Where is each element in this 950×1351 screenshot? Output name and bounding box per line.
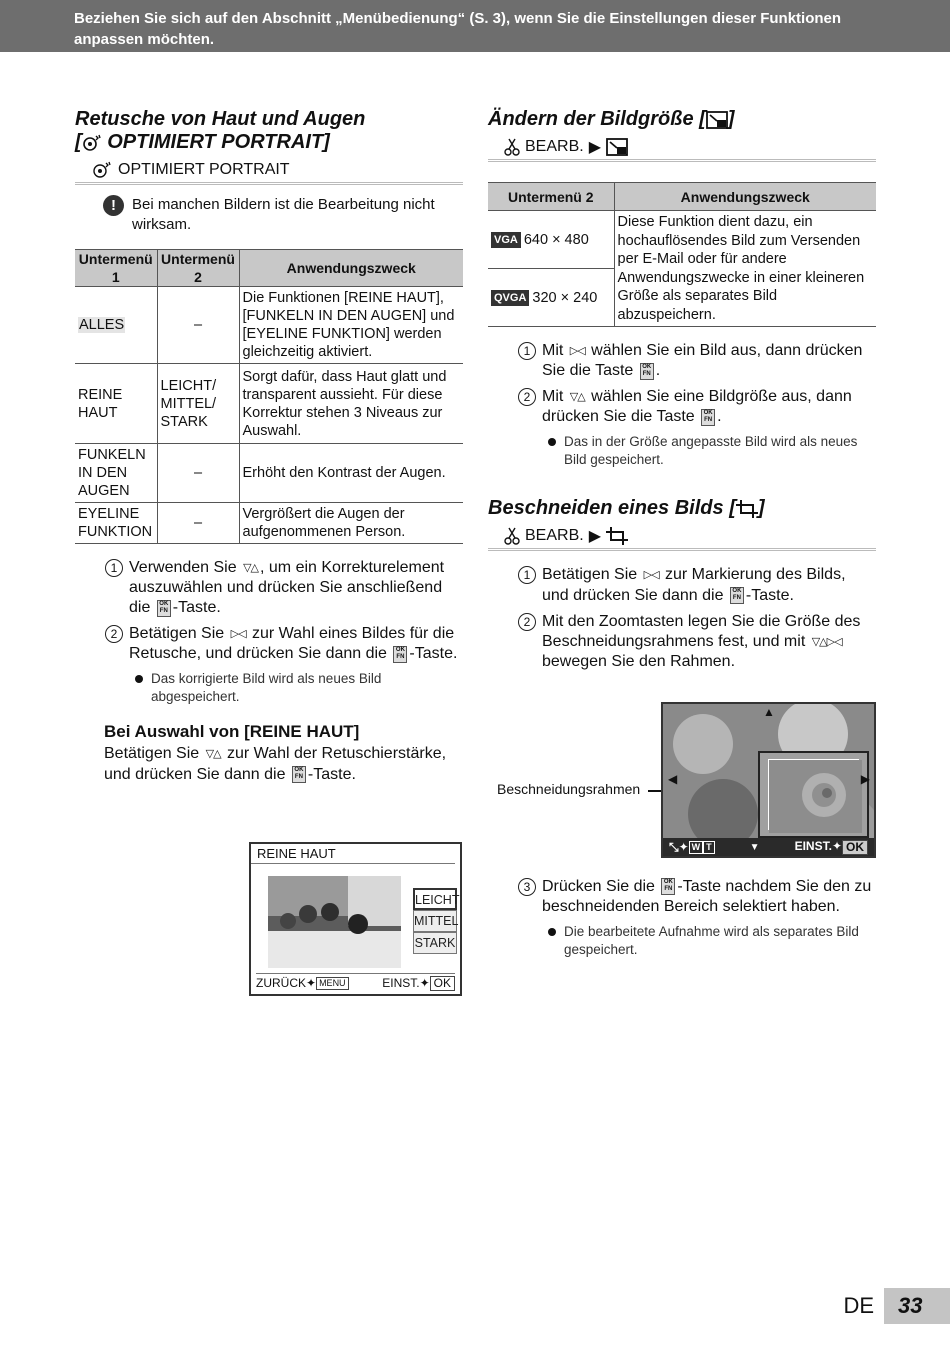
column-header: Untermenü 2: [488, 183, 614, 211]
reine-haut-screen: [249, 842, 462, 996]
step-1-text: [129, 558, 463, 618]
ok-func-icon: OK FN: [661, 878, 675, 895]
subsection-heading: Bei Auswahl von [REINE HAUT]: [104, 722, 360, 742]
zoom-hint: [669, 840, 715, 855]
updown-arrow-icon: ▽△: [205, 748, 221, 761]
column-header: Anwendungszweck: [239, 250, 463, 287]
set-hint: EINST.✦ OK: [382, 976, 455, 991]
section-title-crop: [488, 497, 876, 520]
section-title-portrait: [75, 108, 463, 154]
table-cell: [75, 287, 157, 364]
column-header: Untermenü 1: [75, 250, 157, 287]
step-number-3: 3: [518, 878, 536, 896]
option-mittel[interactable]: MITTEL: [413, 910, 457, 932]
table-cell: [488, 269, 614, 327]
text: -Taste.: [409, 645, 458, 663]
divider: [75, 182, 463, 185]
bullet-text: Das in der Größe angepasste Bild wird als neues Bild gespeichert.: [564, 434, 858, 468]
text: Mit: [542, 342, 568, 360]
scissors-icon: [504, 138, 520, 156]
step-2: [488, 612, 876, 672]
step-number-1: 1: [105, 559, 123, 577]
table-header-row: [488, 183, 876, 211]
table-cell: Erhöht den Kontrast der Augen.: [239, 444, 463, 503]
text: zur Wahl eines Bildes für die Retusche, und drücken Sie dann die: [129, 625, 455, 663]
crop-screen: [661, 702, 876, 858]
text: -Taste.: [745, 586, 794, 604]
text: Mit: [542, 388, 568, 406]
step-2: [488, 387, 876, 427]
menu-path-text: OPTIMIERT PORTRAIT: [118, 161, 290, 178]
step-1: [488, 565, 876, 605]
text: -Taste nachdem Sie den zu beschneidenden Bereich selektiert haben.: [542, 878, 872, 915]
crop-frame-label: Beschneidungsrahmen: [497, 781, 641, 797]
table-cell: FUNKELN IN DEN AUGEN: [75, 444, 157, 503]
bracket-close: ]: [727, 108, 735, 130]
portrait-menu-path: [75, 158, 463, 182]
preview-photo: [268, 876, 401, 968]
menu-path-text: BEARB.: [525, 138, 584, 155]
text: .: [655, 362, 661, 380]
text: , um ein Korrekturelement auszuwählen und drücken Sie anschließend die: [129, 559, 445, 617]
step-2: [75, 624, 463, 664]
section-title-resize: [488, 108, 876, 131]
ok-key-icon: OK: [842, 840, 868, 855]
step-1: [488, 341, 876, 381]
caution-icon: !: [103, 195, 124, 216]
crop-screen-footer: [663, 838, 874, 856]
step-1-text: [542, 565, 876, 605]
table-cell: –: [157, 444, 239, 503]
scissors-icon: [504, 527, 520, 545]
title-line-2: [75, 131, 463, 154]
text: -Taste.: [172, 599, 221, 617]
crop-frame-inner: [768, 759, 859, 830]
step-1: [75, 558, 463, 618]
text: Betätigen Sie: [542, 566, 642, 584]
w-key-icon: W: [689, 841, 704, 854]
qvga-icon: QVGA: [491, 290, 529, 306]
divider: [488, 159, 876, 162]
ok-func-icon: OK FN: [701, 409, 715, 426]
title-text: Beschneiden eines Bilds [: [488, 497, 736, 520]
zoom-icon: ⤡✦: [669, 839, 689, 854]
left-column: [75, 108, 463, 785]
photo-graphic: [268, 876, 401, 968]
size-text: 320 × 240: [532, 289, 598, 306]
table-cell: Vergrößert die Augen der aufgenommenen Person.: [239, 503, 463, 544]
table-row: [75, 503, 463, 544]
table-row: [75, 444, 463, 503]
steps-resize: [488, 341, 876, 469]
bullet-dot-icon: [135, 675, 143, 683]
info-banner: [0, 0, 950, 52]
rose-graphic: [769, 760, 862, 833]
ok-func-icon: OK FN: [292, 766, 306, 783]
arrow-up-icon: ▲: [763, 705, 775, 719]
step-number-1: 1: [518, 342, 536, 360]
title-text: OPTIMIERT PORTRAIT]: [101, 131, 330, 153]
arrow-right-icon: ▶: [588, 139, 601, 156]
ok-key-icon: OK: [430, 976, 455, 991]
step-1-text: [542, 341, 876, 381]
page-number: [843, 1288, 950, 1324]
text: zur Markierung des Bilds, und drücken Sie dann die: [542, 566, 846, 604]
vga-icon: VGA: [491, 232, 521, 248]
ok-func-icon: OK FN: [393, 646, 407, 663]
resize-icon: [606, 138, 628, 156]
info-banner-text: Beziehen Sie sich auf den Abschnitt „Menübedienung“ (S. 3), wenn Sie die Einstellungen dieser Funktionen anpassen möchten.: [74, 10, 842, 48]
bullet-text: Die bearbeitete Aufnahme wird als separates Bild gespeichert.: [564, 924, 859, 957]
text: .: [717, 408, 722, 426]
table-header-row: [75, 250, 463, 287]
bracket-close: ]: [757, 497, 765, 520]
step-number-2: 2: [518, 388, 536, 406]
crop-icon: [736, 500, 758, 518]
arrow-down-icon: ▼: [749, 841, 760, 853]
arrow-left-icon: ◀: [668, 772, 678, 786]
step-2-text: [542, 612, 876, 672]
column-header: Untermenü 2: [157, 250, 239, 287]
divider: [488, 548, 876, 551]
step-number-2: 2: [518, 613, 536, 631]
table-cell: LEICHT/ MITTEL/ STARK: [157, 364, 239, 444]
steps-portrait: [75, 558, 463, 706]
bullet-dot-icon: [548, 928, 556, 936]
page-number-value: 33: [884, 1288, 950, 1324]
portrait-icon: [91, 161, 113, 179]
option-stark[interactable]: STARK: [413, 932, 457, 954]
text: wählen Sie eine Bildgröße aus, dann drücken Sie die Taste: [542, 388, 852, 426]
option-leicht[interactable]: LEICHT: [413, 888, 457, 910]
text: Betätigen Sie: [129, 625, 229, 643]
text: wählen Sie ein Bild aus, dann drücken Sie die Taste: [542, 342, 863, 380]
set-hint: EINST.✦ OK: [795, 839, 868, 854]
menu-path-text: BEARB.: [525, 527, 584, 545]
bracket-open: [: [75, 131, 82, 153]
portrait-icon: [82, 134, 102, 152]
table-cell: EYELINE FUNKTION: [75, 503, 157, 544]
table-row: [75, 364, 463, 444]
ok-func-icon: OK FN: [730, 587, 744, 604]
ok-func-icon: OK FN: [640, 363, 654, 380]
step-number-1: 1: [518, 566, 536, 584]
step-2-text: [542, 387, 876, 427]
table-cell: Diese Funktion dient dazu, ein hochauflösendes Bild zum Versenden per E-Mail oder für andere Anwendungszwecke in einer kleineren Größe als separates Bild abzuspeichern.: [614, 211, 876, 327]
right-column: [488, 108, 876, 678]
table-cell: –: [157, 287, 239, 364]
submenu-table: [75, 249, 463, 544]
bullet-note: [488, 433, 876, 469]
steps-crop: [488, 565, 876, 671]
text: Drücken Sie die: [542, 878, 660, 895]
step-3-text: [542, 877, 876, 917]
resize-icon: [706, 111, 728, 129]
column-header: Anwendungszweck: [614, 183, 876, 211]
strength-options: [413, 888, 460, 954]
title-text: Ändern der Bildgröße [: [488, 108, 706, 130]
screen-title: REINE HAUT: [251, 844, 455, 864]
bullet-note: [75, 670, 463, 706]
updown-arrow-icon: ▽△: [243, 562, 258, 574]
table-row: [488, 211, 876, 269]
resize-table: [488, 182, 876, 327]
table-cell: –: [157, 503, 239, 544]
bullet-note: [488, 923, 876, 959]
step-2-text: [129, 624, 463, 664]
step-number-2: 2: [105, 625, 123, 643]
leftright-arrow-icon: ▷◁: [230, 628, 246, 641]
subsection-text: [75, 744, 463, 784]
table-cell: REINE HAUT: [75, 364, 157, 444]
all-arrows-icon: ▽△▷◁: [811, 635, 842, 648]
text: -Taste.: [307, 765, 356, 783]
bullet-dot-icon: [548, 438, 556, 446]
set-label: EINST.: [382, 975, 420, 990]
back-label: ZURÜCK: [256, 975, 306, 990]
title-line-1: Retusche von Haut und Augen: [75, 108, 366, 130]
cell-text: ALLES: [79, 317, 125, 333]
leftright-arrow-icon: ▷◁: [569, 345, 585, 357]
table-cell: Die Funktionen [REINE HAUT], [FUNKELN IN DEN AUGEN] und [EYELINE FUNKTION] werden gleichzeitig aktiviert.: [239, 287, 463, 364]
arrow-right-icon: ▶: [860, 772, 870, 786]
ok-func-icon: OK FN: [157, 600, 171, 617]
text: zur Wahl der Retuschierstärke, und drücken Sie dann die: [104, 745, 447, 783]
text: Verwenden Sie: [129, 559, 242, 577]
back-hint: ZURÜCK✦ MENU: [256, 976, 349, 991]
t-key-icon: T: [703, 841, 715, 854]
resize-menu-path: [488, 135, 876, 159]
language-code: DE: [843, 1293, 874, 1318]
table-cell: Sorgt dafür, dass Haut glatt und transparent aussieht. Für diese Korrektur stehen 3 Niveaus zur Auswahl.: [239, 364, 463, 444]
text: Betätigen Sie: [104, 745, 204, 763]
text: Mit den Zoomtasten legen Sie die Größe des Beschneidungsrahmens fest, und mit: [542, 612, 861, 650]
table-cell: [488, 211, 614, 269]
set-label: EINST.: [794, 839, 832, 854]
caution-text: Bei manchen Bildern ist die Bearbeitung nicht wirksam.: [132, 196, 435, 233]
table-row: [75, 287, 463, 364]
crop-icon: [606, 527, 628, 545]
text: bewegen Sie den Rahmen.: [542, 652, 736, 670]
menu-key-icon: MENU: [316, 977, 349, 990]
caution-note: [103, 195, 463, 235]
bullet-text: Das korrigierte Bild wird als neues Bild abgespeichert.: [151, 671, 382, 705]
crop-menu-path: [488, 524, 876, 548]
crop-frame[interactable]: [758, 751, 869, 838]
steps-crop-continued: [488, 877, 876, 967]
leftright-arrow-icon: ▷◁: [643, 569, 659, 582]
size-text: 640 × 480: [523, 231, 589, 248]
step-3: [488, 877, 876, 917]
screen-footer: [256, 973, 455, 991]
arrow-right-icon: ▶: [588, 528, 601, 546]
updown-arrow-icon: ▽△: [569, 391, 585, 404]
